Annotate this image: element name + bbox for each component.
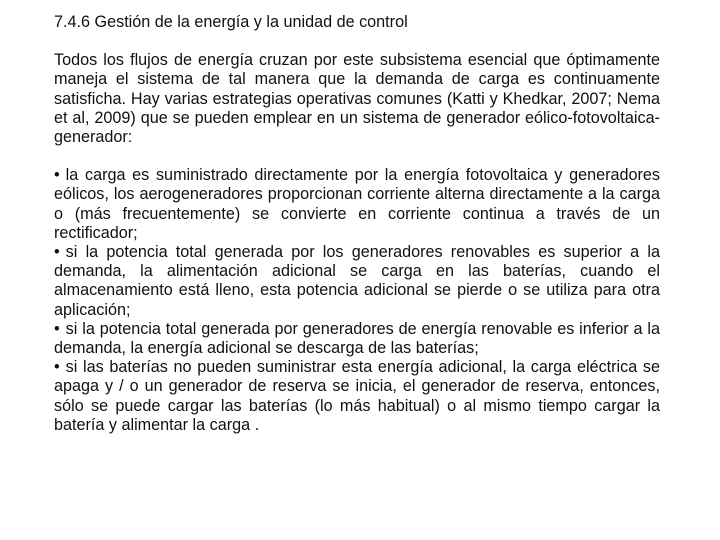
bullet-icon: • — [54, 319, 60, 338]
document-slide — [54, 13, 660, 435]
list-item — [54, 243, 660, 320]
list-item-text: si la potencia total generada por los generadores renovables es superior a la demanda, la alimentación adicional se carga en las baterías, cuando el almacenamiento está lleno, esta potencia adicional se pierde o se utiliza para otra aplicación; — [54, 243, 660, 319]
list-item — [54, 320, 660, 358]
list-item — [54, 166, 660, 243]
strategy-list — [54, 166, 660, 435]
bullet-icon: • — [54, 358, 60, 377]
intro-paragraph: Todos los flujos de energía cruzan por este subsistema esencial que óptimamente maneja el sistema de tal manera que la demanda de carga es continuamente satisficha. Hay varias estrategias operativas comunes (Katti y Khedkar, 2007; Nema et al, 2009) que se pueden emplear en un sistema de generador eólico-fotovoltaica-generador: — [54, 51, 660, 147]
list-item — [54, 358, 660, 435]
bullet-icon: • — [54, 243, 60, 262]
list-item-text: la carga es suministrado directamente por la energía fotovoltaica y generadores eólicos, los aerogeneradores proporcionan corriente alterna directamente a la carga o (más frecuentemente) se convierte en corriente continua a través de un rectificador; — [54, 166, 660, 242]
list-item-text: si la potencia total generada por generadores de energía renovable es inferior a la demanda, la energía adicional se descarga de las baterías; — [54, 319, 660, 358]
section-heading: 7.4.6 Gestión de la energía y la unidad de control — [54, 13, 408, 31]
list-item-text: si las baterías no pueden suministrar esta energía adicional, la carga eléctrica se apaga y / o un generador de reserva se inicia, el generador de reserva, entonces, sólo se puede cargar las baterías (lo más habitual) o al mismo tiempo cargar la batería y alimentar la carga . — [54, 358, 660, 434]
bullet-icon: • — [54, 166, 60, 185]
